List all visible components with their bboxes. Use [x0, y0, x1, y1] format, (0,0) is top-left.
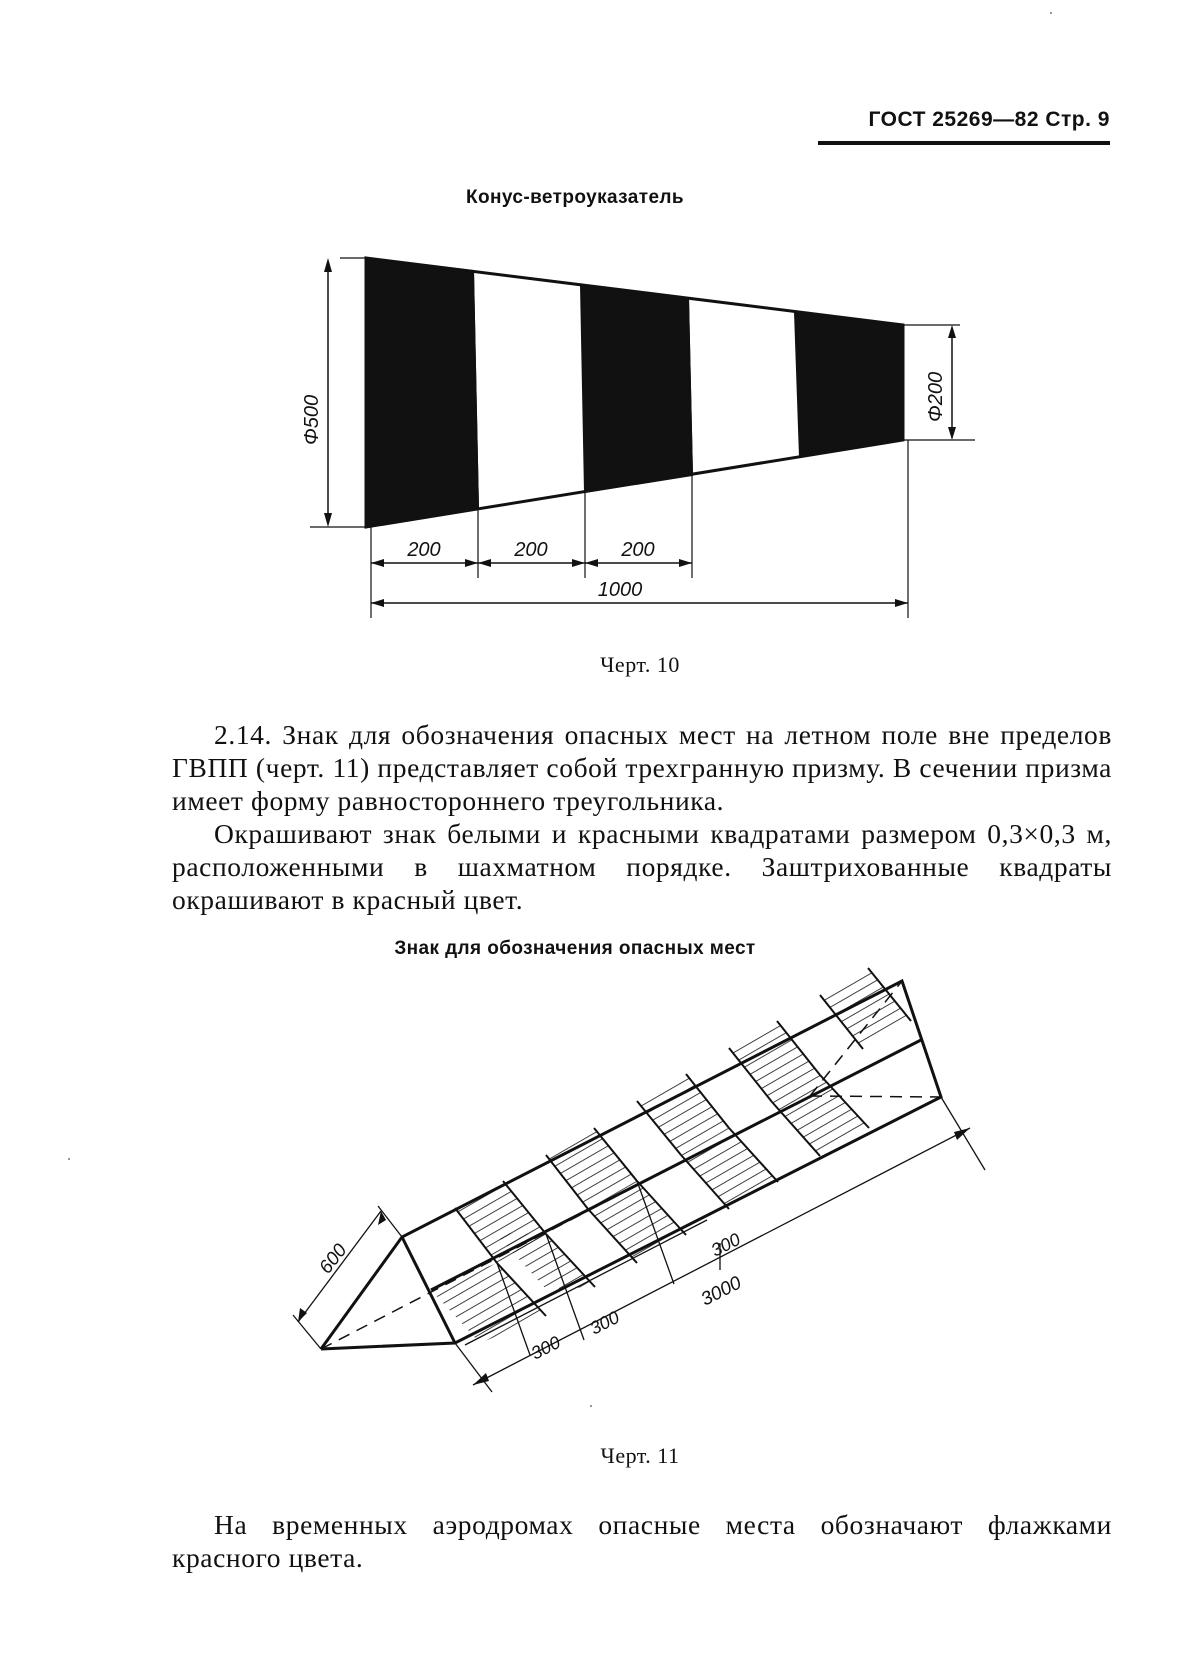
dim-label-300-b: 300 [586, 1307, 623, 1339]
scan-speck [68, 1158, 70, 1160]
dim-label-phi200: Φ200 [925, 371, 947, 422]
figure-11-label: Черт. 11 [600, 1443, 680, 1468]
footer-section [172, 1508, 1112, 1574]
paragraph-coloring: Окрашивают знак белыми и красными квадратами размером 0,3×0,3 м, расположенными в шахматном порядке. Заштрихованные квадраты окрашивают в красный цвет. [172, 818, 1112, 915]
paragraph-temporary-aerodromes: На временных аэродромах опасные места обозначают флажками красного цвета. [172, 1509, 1112, 1573]
dim-label-seg3: 200 [621, 539, 655, 561]
prism-outline [321, 981, 941, 1349]
figure-11-title: Знак для обозначения опасных мест [394, 938, 756, 959]
dim-label-seg1: 200 [407, 539, 441, 561]
dim-label-total: 1000 [597, 579, 643, 601]
dim-label-300-a: 300 [527, 1332, 564, 1364]
dim-label-300-c: 300 [707, 1229, 744, 1261]
dim-label-600: 600 [315, 1240, 352, 1279]
dim-label-seg2: 200 [514, 539, 548, 561]
scan-speck [1050, 12, 1052, 14]
paragraph-2-14: 2.14. Знак для обозначения опасных мест на летном поле вне пределов ГВПП (черт. 11) представляет собой трехгранную призму. В сечении призма имеет форму равностороннего треугольника. [172, 719, 1112, 816]
scan-speck [590, 1405, 592, 1407]
standard-number: ГОСТ 25269—82 [868, 108, 1040, 131]
dim-label-3000: 3000 [697, 1272, 745, 1311]
figure-10-title: Конус-ветроуказатель [466, 187, 684, 208]
dim-label-phi500: Φ500 [301, 394, 323, 445]
page-number: Стр. 9 [1045, 108, 1110, 131]
figure-10-label: Черт. 10 [600, 652, 680, 677]
